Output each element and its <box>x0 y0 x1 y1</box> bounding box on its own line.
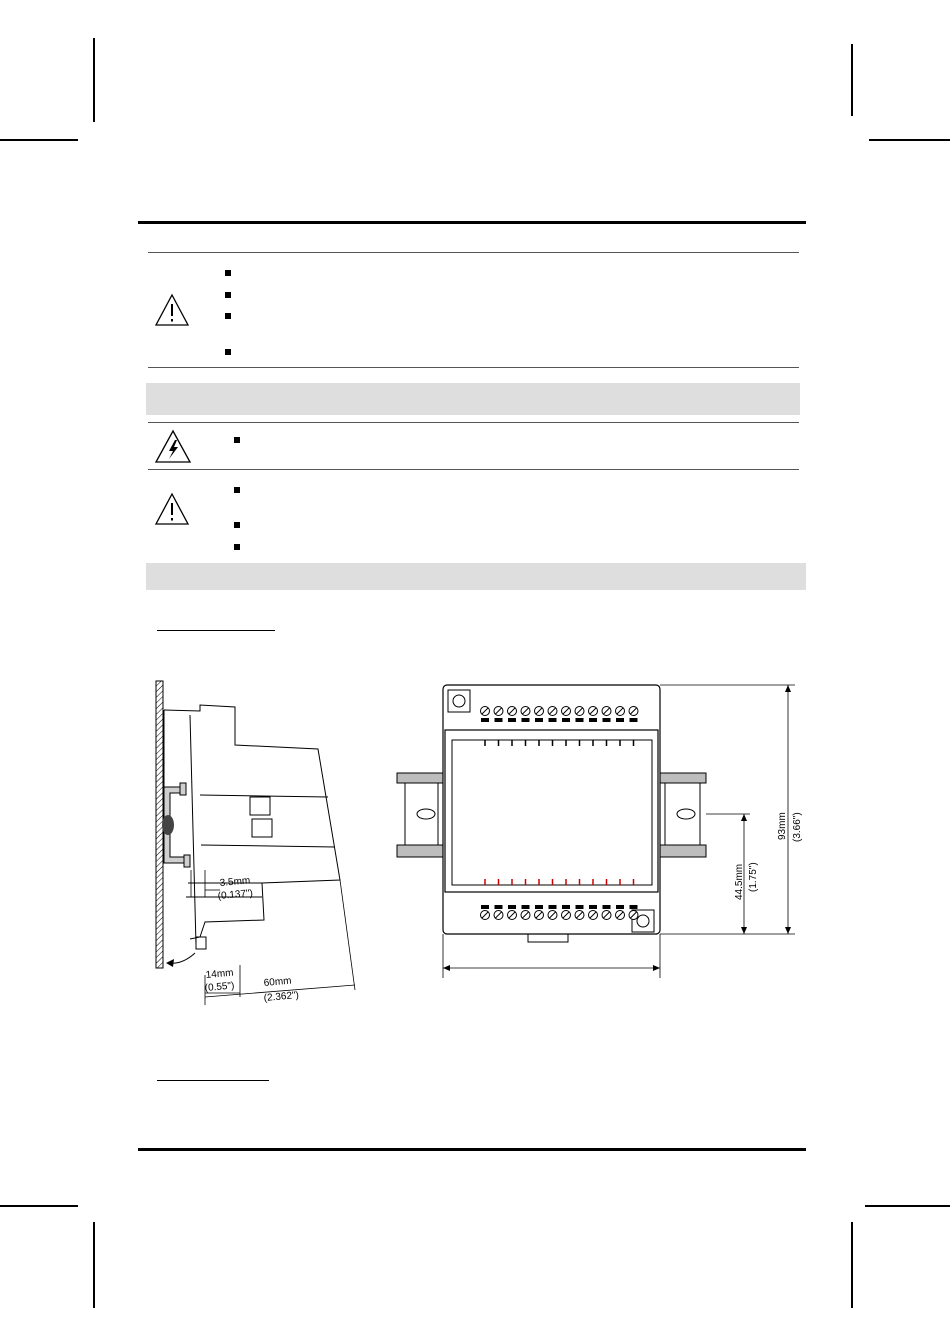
subheading-underline <box>157 1080 269 1081</box>
header-rule <box>138 221 806 224</box>
crop-mark-top-right-horizontal <box>869 139 950 141</box>
section-header-band <box>146 563 806 590</box>
crop-mark-top-left-vertical <box>93 38 95 122</box>
list-bullet <box>234 544 240 550</box>
list-bullet <box>234 487 240 493</box>
terminal-block <box>603 718 611 722</box>
terminal-block <box>481 718 489 722</box>
terminal-block <box>589 905 597 909</box>
list-bullet <box>225 270 231 276</box>
crop-mark-top-right-vertical <box>851 44 853 116</box>
crop-mark-bottom-left-vertical <box>93 1222 95 1308</box>
table-rule <box>148 367 799 368</box>
dim-gap-inch-label: (0.137") <box>217 887 254 902</box>
section-header-band <box>146 383 800 415</box>
terminal-block <box>562 718 570 722</box>
terminal-block <box>549 718 557 722</box>
crop-mark-bottom-left-horizontal <box>0 1205 78 1207</box>
list-bullet <box>234 437 240 443</box>
electric-shock-triangle-icon <box>154 429 192 464</box>
subheading-underline <box>157 630 275 631</box>
dim-gap-label: 3.5mm <box>219 875 251 889</box>
list-bullet <box>234 522 240 528</box>
terminal-block <box>508 905 516 909</box>
dim-height-label: 93mm <box>777 812 788 840</box>
crop-mark-top-left-horizontal <box>0 139 78 141</box>
terminal-block <box>630 718 638 722</box>
list-bullet <box>225 349 231 355</box>
terminal-block <box>549 905 557 909</box>
terminal-block <box>535 905 543 909</box>
table-rule <box>148 469 799 470</box>
terminal-block <box>630 905 638 909</box>
crop-mark-bottom-right-vertical <box>851 1222 853 1308</box>
terminal-block <box>522 905 530 909</box>
crop-mark-bottom-right-horizontal <box>865 1205 950 1207</box>
list-bullet <box>225 292 231 298</box>
list-bullet <box>225 313 231 319</box>
dim-rail-label: 44.5mm <box>734 863 745 900</box>
terminal-block <box>522 718 530 722</box>
table-rule <box>148 422 799 423</box>
terminal-block <box>616 905 624 909</box>
terminal-block <box>589 718 597 722</box>
terminal-block <box>481 905 489 909</box>
terminal-block <box>535 718 543 722</box>
terminal-block <box>508 718 516 722</box>
terminal-block <box>576 718 584 722</box>
dim-left-inch-label: (0.55") <box>204 980 235 994</box>
dim-rail-inch-label: (1.75") <box>748 862 759 892</box>
terminal-block <box>576 905 584 909</box>
front-view-drawing <box>390 680 810 980</box>
dim-depth-label: 60mm <box>263 975 292 989</box>
dim-depth-inch-label: (2.362") <box>263 989 300 1004</box>
terminal-block <box>616 718 624 722</box>
terminal-block <box>495 905 503 909</box>
terminal-block <box>495 718 503 722</box>
side-view-drawing <box>150 675 365 1015</box>
warning-triangle-icon <box>154 293 190 327</box>
terminal-block <box>603 905 611 909</box>
footer-rule <box>138 1148 806 1151</box>
terminal-block <box>562 905 570 909</box>
warning-triangle-icon <box>154 492 190 526</box>
dim-height-inch-label: (3.66") <box>792 812 803 842</box>
table-top-rule <box>148 252 799 253</box>
dim-left-label: 14mm <box>205 967 234 981</box>
